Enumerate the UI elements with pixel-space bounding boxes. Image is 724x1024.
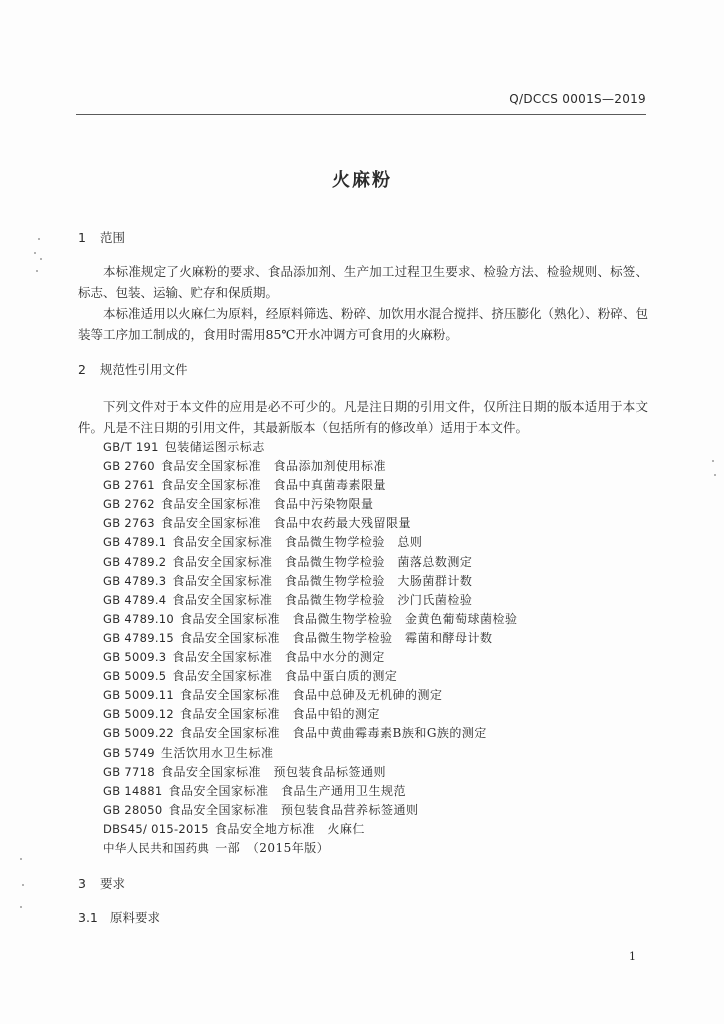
reference-code: GB 5009.11	[103, 688, 175, 703]
reference-code: GB 5009.22	[103, 726, 175, 741]
reference-title: 食品安全国家标准 食品中黄曲霉毒素B族和G族的测定	[180, 726, 487, 741]
reference-code: 中华人民共和国药典	[103, 840, 210, 855]
reference-item	[103, 839, 518, 858]
reference-title: 食品安全国家标准 食品中真菌毒素限量	[161, 478, 387, 493]
reference-title: 食品安全国家标准 食品微生物学检验 沙门氏菌检验	[172, 592, 473, 607]
standard-number: Q/DCCS 0001S—2019	[509, 92, 646, 106]
section-number: 2	[78, 362, 86, 377]
reference-item	[103, 782, 518, 801]
section-scope-heading	[78, 228, 125, 246]
reference-code: GB 2761	[103, 478, 155, 493]
reference-code: GB 7718	[103, 764, 155, 779]
reference-item	[103, 495, 518, 514]
reference-title: 一部 （2015年版）	[215, 840, 330, 855]
reference-title: 食品安全地方标准 火麻仁	[214, 821, 365, 836]
section-title: 范围	[100, 230, 126, 245]
scan-speck	[36, 270, 38, 272]
reference-title: 食品安全国家标准 食品中蛋白质的测定	[172, 669, 398, 684]
reference-item	[103, 572, 518, 591]
reference-title: 食品安全国家标准 食品中铅的测定	[180, 707, 381, 722]
reference-code: GB 4789.1	[103, 535, 167, 550]
reference-list	[103, 438, 518, 858]
subsection-raw-materials-heading	[78, 908, 160, 926]
reference-title: 食品安全国家标准 食品中农药最大残留限量	[161, 516, 412, 531]
reference-code: GB 5009.5	[103, 669, 167, 684]
section-normative-refs-heading	[78, 360, 188, 378]
reference-item	[103, 686, 518, 705]
scan-speck	[712, 460, 714, 462]
reference-title: 生活饮用水卫生标准	[161, 745, 274, 760]
reference-code: GB 2762	[103, 497, 155, 512]
reference-title: 食品安全国家标准 食品微生物学检验 金黄色葡萄球菌检验	[180, 611, 518, 626]
section-title: 规范性引用文件	[100, 362, 188, 377]
reference-item	[103, 610, 518, 629]
reference-title: 食品安全国家标准 食品微生物学检验 总则	[172, 535, 423, 550]
reference-code: GB 4789.3	[103, 573, 167, 588]
reference-code: GB 5009.3	[103, 650, 167, 665]
reference-item	[103, 476, 518, 495]
reference-item	[103, 648, 518, 667]
scan-speck	[22, 884, 24, 886]
reference-item	[103, 667, 518, 686]
reference-code: GB 4789.15	[103, 630, 175, 645]
reference-code: GB 5749	[103, 745, 155, 760]
reference-item	[103, 457, 518, 476]
section-number: 1	[78, 230, 86, 245]
reference-code: GB 4789.10	[103, 611, 175, 626]
section-number: 3.1	[78, 910, 98, 925]
section-requirements-heading	[78, 874, 125, 892]
normative-refs-intro: 下列文件对于本文件的应用是必不可少的。凡是注日期的引用文件，仅所注日期的版本适用于本文件。凡是不注日期的引用文件，其最新版本（包括所有的修改单）适用于本文件。	[78, 399, 648, 435]
reference-item	[103, 801, 518, 820]
reference-item	[103, 724, 518, 743]
reference-title: 食品安全国家标准 食品中污染物限量	[161, 497, 374, 512]
reference-title: 食品安全国家标准 预包装食品标签通则	[161, 764, 387, 779]
scan-speck	[34, 252, 36, 254]
reference-item	[103, 705, 518, 724]
page-number: 1	[629, 950, 636, 963]
reference-code: GB 4789.2	[103, 554, 167, 569]
reference-item	[103, 533, 518, 552]
reference-title: 食品安全国家标准 食品添加剂使用标准	[161, 459, 387, 474]
reference-code: GB 2763	[103, 516, 155, 531]
scan-speck	[40, 258, 42, 260]
reference-title: 食品安全国家标准 食品微生物学检验 霉菌和酵母计数	[180, 630, 493, 645]
reference-code: DBS45/ 015-2015	[103, 821, 209, 836]
reference-item	[103, 438, 518, 457]
section-number: 3	[78, 876, 86, 891]
scan-speck	[20, 858, 22, 860]
reference-code: GB/T 191	[103, 440, 159, 454]
reference-item	[103, 591, 518, 610]
header-rule	[76, 114, 646, 115]
section-title: 要求	[100, 876, 126, 891]
scope-paragraph-1: 本标准规定了火麻粉的要求、食品添加剂、生产加工过程卫生要求、检验方法、检验规则、标签、标志、包装、运输、贮存和保质期。	[78, 264, 648, 300]
reference-title: 食品安全国家标准 食品微生物学检验 大肠菌群计数	[172, 573, 473, 588]
reference-code: GB 5009.12	[103, 707, 175, 722]
reference-title: 食品安全国家标准 食品中总砷及无机砷的测定	[180, 688, 443, 703]
reference-title: 食品安全国家标准 食品中水分的测定	[172, 650, 385, 665]
reference-item	[103, 820, 518, 839]
scan-speck	[20, 906, 22, 908]
reference-item	[103, 514, 518, 533]
reference-code: GB 28050	[103, 802, 163, 817]
reference-code: GB 4789.4	[103, 592, 167, 607]
reference-code: GB 2760	[103, 459, 155, 474]
reference-title: 食品安全国家标准 预包装食品营养标签通则	[168, 802, 419, 817]
scope-paragraph-2: 本标准适用以火麻仁为原料，经原料筛选、粉碎、加饮用水混合搅拌、挤压膨化（熟化）、粉碎、包装等工序加工制成的，食用时需用85℃开水冲调方可食用的火麻粉。	[78, 306, 648, 342]
reference-title: 包装储运图示标志	[164, 440, 265, 454]
reference-title: 食品安全国家标准 食品生产通用卫生规范	[168, 783, 406, 798]
reference-code: GB 14881	[103, 783, 163, 798]
document-title: 火麻粉	[332, 170, 392, 191]
reference-item	[103, 629, 518, 648]
reference-item	[103, 553, 518, 572]
reference-item	[103, 744, 518, 763]
scan-speck	[38, 238, 40, 240]
scan-speck	[714, 474, 716, 476]
reference-item	[103, 763, 518, 782]
section-title: 原料要求	[110, 910, 161, 925]
reference-title: 食品安全国家标准 食品微生物学检验 菌落总数测定	[172, 554, 473, 569]
